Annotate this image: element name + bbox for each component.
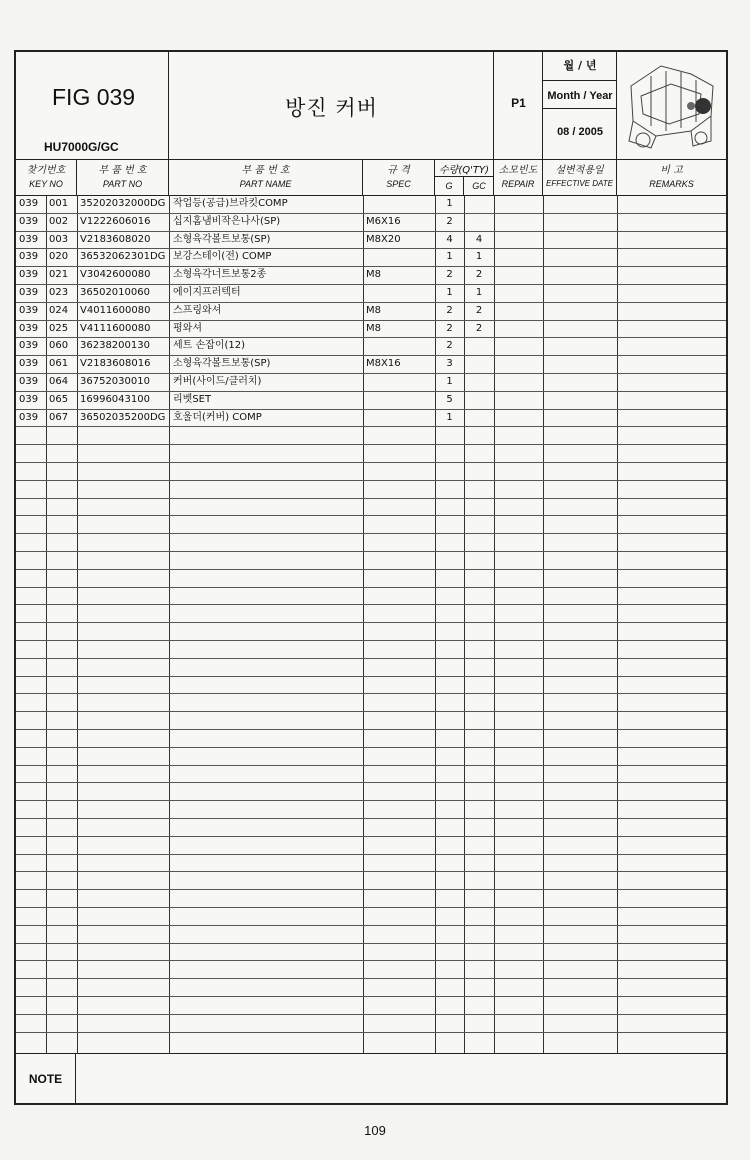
grid-row-line — [16, 871, 726, 872]
col-spec — [363, 159, 435, 195]
cell-g: 2 — [446, 215, 453, 227]
grid-row-line — [16, 729, 726, 730]
grid-row-line — [16, 907, 726, 908]
grid-row-line — [16, 925, 726, 926]
cell-part: V1222606016 — [80, 215, 151, 227]
grid-row-line — [16, 640, 726, 641]
table-row — [16, 248, 726, 266]
cell-part: 36502035200DG — [80, 411, 166, 423]
parts-table-body — [16, 195, 726, 1053]
cell-g: 3 — [446, 358, 453, 370]
cell-part: V4011600080 — [80, 304, 151, 316]
table-row — [16, 409, 726, 427]
table-row — [16, 195, 726, 213]
cell-fig: 039 — [19, 304, 39, 316]
table-row — [16, 231, 726, 249]
grid-row-line — [16, 711, 726, 712]
page-cell — [494, 52, 543, 159]
cell-name: 평와셔 — [173, 322, 202, 334]
col-eff-kr: 설변적용일 — [555, 165, 604, 176]
page-title: 방진 커버 — [285, 96, 378, 120]
col-qty — [435, 159, 494, 195]
cell-fig: 039 — [19, 251, 39, 263]
cell-gc: 1 — [475, 287, 483, 298]
header-block — [16, 52, 726, 160]
grid-row-line — [16, 943, 726, 944]
cell-fig: 039 — [19, 358, 39, 370]
col-eff-en: EFFECTIVE DATE — [546, 179, 613, 188]
grid-row-line — [16, 854, 726, 855]
cell-name: 세트 손잡이(12) — [173, 340, 246, 352]
table-row — [16, 213, 726, 231]
cell-g: 1 — [446, 198, 453, 209]
model-name: HU7000G/GC — [44, 140, 119, 154]
grid-row-line — [16, 960, 726, 961]
cell-spec: M8 — [366, 322, 381, 334]
thumbnail-cell — [617, 52, 726, 159]
cell-spec: M8X16 — [366, 358, 401, 370]
cell-part: 16996043100 — [80, 393, 150, 405]
cell-name: 작업등(공급)브라킷COMP — [173, 198, 288, 209]
month-year-en: Month / Year — [543, 80, 617, 109]
cell-part: 36532062301DG — [80, 251, 166, 263]
col-key-kr: 찾기번호 — [26, 165, 66, 176]
cell-g: 2 — [446, 322, 453, 334]
cell-key: 024 — [49, 304, 69, 316]
cell-fig: 039 — [19, 340, 39, 352]
cell-spec: M8 — [366, 304, 381, 316]
col-qty-kr: 수량(Q'TY) — [439, 165, 489, 176]
qty-subheader — [435, 176, 494, 195]
cell-g: 1 — [446, 251, 453, 263]
grid-row-line — [16, 533, 726, 534]
grid-row-line — [16, 747, 726, 748]
cell-key: 065 — [49, 393, 69, 405]
col-repair — [494, 159, 543, 195]
grid-row-line — [16, 462, 726, 463]
table-row — [16, 337, 726, 355]
grid-row-line — [16, 604, 726, 605]
cell-key: 061 — [49, 358, 69, 370]
note-section — [16, 1053, 726, 1104]
grid-row-line — [16, 693, 726, 694]
cell-part: 36502010060 — [80, 287, 150, 298]
title-cell — [169, 52, 494, 159]
col-part-name — [169, 159, 363, 195]
col-spec-en: SPEC — [386, 179, 411, 189]
cell-g: 1 — [446, 287, 453, 298]
cell-name: 에이지프러텍터 — [173, 287, 241, 298]
cell-g: 1 — [446, 411, 453, 423]
cell-name: 보강스테이(전) COMP — [173, 251, 272, 263]
table-row — [16, 373, 726, 391]
month-year-kr: 월 / 년 — [543, 52, 617, 81]
cell-part: 35202032000DG — [80, 198, 166, 209]
cell-name: 십지홈냄비작은나사(SP) — [173, 215, 281, 227]
grid-row-line — [16, 480, 726, 481]
cell-spec: M6X16 — [366, 215, 401, 227]
cell-g: 2 — [446, 304, 453, 316]
cell-key: 020 — [49, 251, 69, 263]
cell-fig: 039 — [19, 376, 39, 387]
cell-fig: 039 — [19, 287, 39, 298]
cell-name: 소형육각볼트보통(SP) — [173, 233, 271, 245]
page-number: 109 — [364, 1123, 386, 1138]
grid-row-line — [16, 889, 726, 890]
cell-part: V2183608020 — [80, 233, 151, 245]
cell-name: 소형육각볼트보통(SP) — [173, 358, 271, 370]
col-part-no — [77, 159, 169, 195]
col-rem-kr: 비 고 — [660, 165, 683, 176]
harvester-illustration-icon — [621, 56, 721, 154]
cell-part: 36238200130 — [80, 340, 150, 352]
grid-row-line — [16, 622, 726, 623]
grid-row-line — [16, 978, 726, 979]
grid-row-line — [16, 515, 726, 516]
col-part-kr: 부 품 번 호 — [98, 165, 147, 176]
cell-part: V2183608016 — [80, 358, 151, 370]
column-header-row — [16, 159, 726, 196]
figure-cell — [16, 52, 169, 159]
cell-g: 5 — [446, 393, 453, 405]
figure-number: FIG 039 — [52, 84, 136, 110]
cell-key: 067 — [49, 411, 69, 423]
cell-spec: M8 — [366, 269, 381, 281]
col-rem-en: REMARKS — [649, 179, 694, 189]
col-qty-gc: GC — [472, 181, 486, 191]
note-label: NOTE — [16, 1054, 76, 1104]
cell-g: 2 — [446, 269, 453, 281]
page-label: P1 — [511, 96, 526, 110]
cell-name: 커버(사이드/클러치) — [173, 376, 262, 387]
grid-row-line — [16, 498, 726, 499]
table-row — [16, 302, 726, 320]
grid-row-line — [16, 818, 726, 819]
date-cell — [543, 52, 617, 159]
cell-fig: 039 — [19, 322, 39, 334]
cell-gc: 2 — [475, 304, 483, 316]
cell-gc: 2 — [475, 269, 483, 281]
grid-row-line — [16, 782, 726, 783]
col-name-kr: 부 품 번 호 — [241, 165, 290, 176]
cell-gc: 2 — [475, 322, 483, 334]
cell-fig: 039 — [19, 198, 39, 209]
table-row — [16, 355, 726, 373]
col-name-en: PART NAME — [239, 179, 292, 189]
cell-key: 001 — [49, 198, 69, 209]
col-key-en: KEY NO — [29, 179, 63, 189]
cell-gc: 4 — [475, 233, 483, 245]
cell-key: 021 — [49, 269, 69, 281]
col-effective-date — [543, 159, 617, 195]
cell-key: 064 — [49, 376, 69, 387]
table-row — [16, 320, 726, 338]
grid-row-line — [16, 569, 726, 570]
col-remarks — [617, 159, 726, 195]
cell-fig: 039 — [19, 215, 39, 227]
cell-spec: M8X20 — [366, 233, 401, 245]
col-spec-kr: 규 격 — [387, 165, 410, 176]
table-row — [16, 284, 726, 302]
cell-key: 023 — [49, 287, 69, 298]
col-repair-kr: 소모빈도 — [498, 165, 538, 176]
cell-part: 36752030010 — [80, 376, 150, 387]
cell-fig: 039 — [19, 393, 39, 405]
col-key — [16, 159, 77, 195]
cell-key: 003 — [49, 233, 69, 245]
table-row — [16, 266, 726, 284]
grid-row-line — [16, 587, 726, 588]
grid-row-line — [16, 444, 726, 445]
grid-row-line — [16, 676, 726, 677]
cell-fig: 039 — [19, 411, 39, 423]
cell-part: V4111600080 — [80, 322, 151, 334]
cell-name: 소형육각너트보통2종 — [173, 269, 267, 281]
parts-list-sheet — [14, 50, 728, 1105]
cell-key: 002 — [49, 215, 69, 227]
grid-row-line — [16, 658, 726, 659]
grid-row-line — [16, 800, 726, 801]
table-row — [16, 391, 726, 409]
grid-row-line — [16, 996, 726, 997]
cell-g: 4 — [446, 233, 453, 245]
issue-date: 08 / 2005 — [557, 126, 603, 138]
cell-key: 025 — [49, 322, 69, 334]
grid-row-line — [16, 765, 726, 766]
grid-row-line — [16, 1032, 726, 1033]
cell-part: V3042600080 — [80, 269, 151, 281]
col-part-en: PART NO — [102, 179, 143, 189]
cell-gc: 1 — [475, 251, 483, 263]
cell-key: 060 — [49, 340, 69, 352]
col-qty-g: G — [435, 177, 464, 196]
grid-row-line — [16, 551, 726, 552]
cell-name: 호울더(커버) COMP — [173, 411, 262, 423]
grid-row-line — [16, 836, 726, 837]
cell-g: 2 — [446, 340, 453, 352]
cell-fig: 039 — [19, 269, 39, 281]
cell-name: 리벳SET — [173, 393, 212, 405]
cell-name: 스프링와셔 — [173, 304, 222, 316]
grid-row-line — [16, 1014, 726, 1015]
col-repair-en: REPAIR — [501, 179, 535, 189]
cell-g: 1 — [446, 376, 453, 387]
cell-fig: 039 — [19, 233, 39, 245]
